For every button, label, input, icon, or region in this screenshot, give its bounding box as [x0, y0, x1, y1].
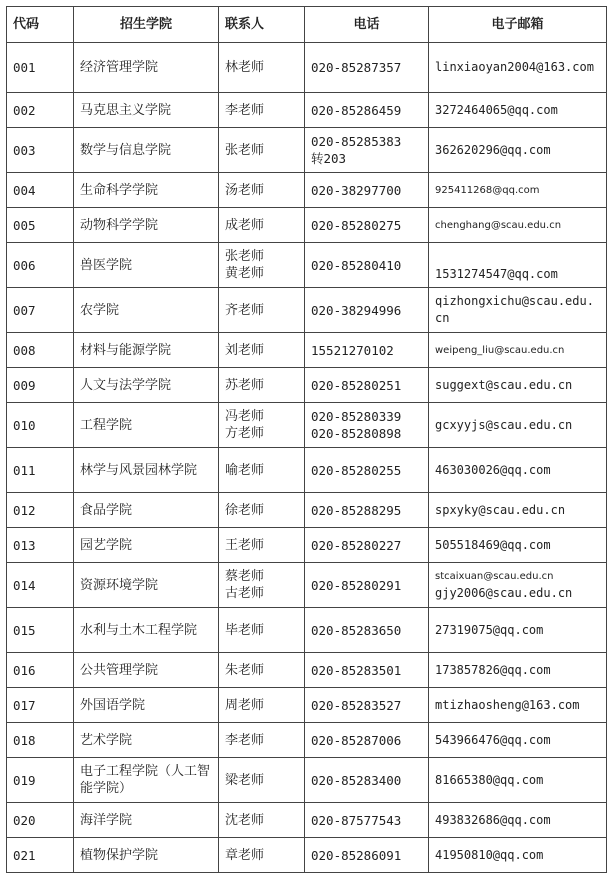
email-address: 1531274547@qq.com	[429, 243, 607, 288]
email-address: 925411268@qq.com	[429, 173, 607, 208]
college-code: 008	[7, 333, 74, 368]
phone-line: 020-85288295	[311, 502, 402, 518]
email-address: 493832686@qq.com	[429, 803, 607, 838]
table-row	[7, 838, 607, 873]
college-name: 经济管理学院	[74, 43, 219, 93]
phone-line: 020-85280898	[311, 426, 402, 441]
phone-number	[305, 653, 429, 688]
email-address: 41950810@qq.com	[429, 838, 607, 873]
phone-line: 020-85286091	[311, 847, 402, 863]
college-code: 019	[7, 758, 74, 803]
table-row	[7, 243, 607, 288]
contact-name: 朱老师	[225, 662, 265, 678]
table-row	[7, 803, 607, 838]
phone-line: 020-85280275	[311, 217, 402, 233]
college-code: 004	[7, 173, 74, 208]
college-name: 人文与法学学院	[74, 368, 219, 403]
college-name: 艺术学院	[74, 723, 219, 758]
college-code: 016	[7, 653, 74, 688]
college-name: 公共管理学院	[74, 653, 219, 688]
contact-person	[219, 368, 305, 403]
phone-number	[305, 688, 429, 723]
contact-person	[219, 608, 305, 653]
email-line: gjy2006@scau.edu.cn	[435, 586, 573, 600]
college-name: 马克思主义学院	[74, 93, 219, 128]
email-line: stcaixuan@scau.edu.cn	[435, 571, 554, 582]
phone-line: 020-85283501	[311, 662, 402, 678]
contact-name: 徐老师	[225, 502, 265, 518]
table-row	[7, 368, 607, 403]
email-address: 505518469@qq.com	[429, 528, 607, 563]
table-row	[7, 448, 607, 493]
phone-number	[305, 368, 429, 403]
header-contact: 联系人	[219, 7, 305, 43]
college-code: 009	[7, 368, 74, 403]
phone-line: 020-85280227	[311, 537, 402, 553]
phone-number	[305, 173, 429, 208]
college-name: 农学院	[74, 288, 219, 333]
table-row	[7, 493, 607, 528]
contact-person	[219, 803, 305, 838]
table-row	[7, 528, 607, 563]
college-code: 011	[7, 448, 74, 493]
contact-person	[219, 528, 305, 563]
contact-name: 李老师	[225, 732, 265, 748]
email-address: 27319075@qq.com	[429, 608, 607, 653]
phone-number	[305, 448, 429, 493]
table-row	[7, 608, 607, 653]
contact-name: 喻老师	[225, 462, 265, 478]
phone-number	[305, 803, 429, 838]
phone-number	[305, 528, 429, 563]
phone-line: 15521270102	[311, 342, 394, 358]
college-code: 007	[7, 288, 74, 333]
college-code: 020	[7, 803, 74, 838]
contact-name: 汤老师	[225, 182, 265, 198]
contact-person	[219, 448, 305, 493]
phone-number	[305, 493, 429, 528]
table-row	[7, 173, 607, 208]
college-name: 林学与风景园林学院	[74, 448, 219, 493]
table-row	[7, 563, 607, 608]
college-code: 014	[7, 563, 74, 608]
phone-line: 转203	[311, 151, 347, 166]
college-name: 动物科学学院	[74, 208, 219, 243]
email-address: 81665380@qq.com	[429, 758, 607, 803]
contact-person	[219, 43, 305, 93]
contact-name: 李老师	[225, 102, 265, 118]
email-address: 543966476@qq.com	[429, 723, 607, 758]
contact-person	[219, 333, 305, 368]
contact-name: 王老师	[225, 537, 265, 553]
phone-line: 020-87577543	[311, 812, 402, 828]
phone-number	[305, 608, 429, 653]
contact-name: 林老师	[225, 60, 265, 75]
header-row	[7, 7, 607, 43]
college-code: 021	[7, 838, 74, 873]
contact-name: 黄老师	[225, 266, 265, 281]
college-code: 003	[7, 128, 74, 173]
table-row	[7, 688, 607, 723]
email-address: qizhongxichu@scau.edu.cn	[429, 288, 607, 333]
email-address: 463030026@qq.com	[429, 448, 607, 493]
phone-number	[305, 403, 429, 448]
contact-table	[6, 6, 607, 873]
phone-number	[305, 208, 429, 243]
phone-number	[305, 838, 429, 873]
college-code: 012	[7, 493, 74, 528]
contact-person	[219, 723, 305, 758]
phone-line: 020-85283650	[311, 622, 402, 638]
college-name: 电子工程学院（人工智能学院）	[74, 758, 219, 803]
contact-person	[219, 208, 305, 243]
phone-number	[305, 128, 429, 173]
table-row	[7, 403, 607, 448]
college-name: 资源环境学院	[74, 563, 219, 608]
phone-number	[305, 563, 429, 608]
contact-name: 刘老师	[225, 342, 265, 358]
college-name: 兽医学院	[74, 243, 219, 288]
table-row	[7, 93, 607, 128]
college-code: 018	[7, 723, 74, 758]
phone-number	[305, 723, 429, 758]
header-college: 招生学院	[74, 7, 219, 43]
contact-name: 苏老师	[225, 377, 265, 393]
email-address: linxiaoyan2004@163.com	[429, 43, 607, 93]
phone-line: 020-85287357	[311, 60, 402, 75]
phone-number	[305, 243, 429, 288]
contact-person	[219, 563, 305, 608]
college-name: 水利与土木工程学院	[74, 608, 219, 653]
college-name: 园艺学院	[74, 528, 219, 563]
college-code: 001	[7, 43, 74, 93]
phone-line: 020-85285383	[311, 134, 402, 149]
college-name: 材料与能源学院	[74, 333, 219, 368]
contact-name: 冯老师	[225, 409, 265, 424]
table-row	[7, 333, 607, 368]
email-address: spxyky@scau.edu.cn	[429, 493, 607, 528]
contact-name: 张老师	[225, 142, 265, 158]
contact-person	[219, 128, 305, 173]
email-address: mtizhaosheng@163.com	[429, 688, 607, 723]
contact-person	[219, 653, 305, 688]
phone-line: 020-85287006	[311, 732, 402, 748]
college-name: 外国语学院	[74, 688, 219, 723]
email-address: weipeng_liu@scau.edu.cn	[429, 333, 607, 368]
email-address: 362620296@qq.com	[429, 128, 607, 173]
college-code: 013	[7, 528, 74, 563]
contact-name: 齐老师	[225, 302, 265, 318]
phone-line: 020-85280251	[311, 377, 402, 393]
contact-person	[219, 93, 305, 128]
contact-person	[219, 688, 305, 723]
contact-person	[219, 403, 305, 448]
phone-number	[305, 43, 429, 93]
contact-name: 毕老师	[225, 622, 265, 638]
phone-line: 020-85286459	[311, 102, 402, 118]
college-name: 植物保护学院	[74, 838, 219, 873]
contact-name: 古老师	[225, 586, 265, 601]
contact-name: 周老师	[225, 697, 265, 713]
email-address: suggext@scau.edu.cn	[429, 368, 607, 403]
table-row	[7, 288, 607, 333]
header-code: 代码	[7, 7, 74, 43]
college-code: 002	[7, 93, 74, 128]
contact-person	[219, 838, 305, 873]
college-code: 006	[7, 243, 74, 288]
contact-name: 张老师	[225, 249, 265, 264]
phone-line: 020-38297700	[311, 182, 402, 198]
contact-name: 章老师	[225, 847, 265, 863]
email-address: gcxyyjs@scau.edu.cn	[429, 403, 607, 448]
phone-line: 020-38294996	[311, 302, 402, 318]
contact-name: 梁老师	[225, 772, 265, 788]
table-row	[7, 758, 607, 803]
contact-person	[219, 173, 305, 208]
contact-person	[219, 243, 305, 288]
college-code: 017	[7, 688, 74, 723]
header-phone: 电话	[305, 7, 429, 43]
email-address	[429, 563, 607, 608]
contact-name: 蔡老师	[225, 569, 265, 584]
phone-number	[305, 333, 429, 368]
contact-name: 方老师	[225, 426, 265, 441]
contact-person	[219, 758, 305, 803]
contact-name: 成老师	[225, 217, 265, 233]
college-code: 015	[7, 608, 74, 653]
college-name: 海洋学院	[74, 803, 219, 838]
phone-line: 020-85283527	[311, 697, 402, 713]
contact-person	[219, 288, 305, 333]
phone-number	[305, 93, 429, 128]
college-name: 生命科学学院	[74, 173, 219, 208]
email-address: 3272464065@qq.com	[429, 93, 607, 128]
table-row	[7, 653, 607, 688]
table-row	[7, 43, 607, 93]
phone-line: 020-85280410	[311, 257, 402, 273]
college-code: 010	[7, 403, 74, 448]
phone-line: 020-85280255	[311, 462, 402, 478]
phone-number	[305, 288, 429, 333]
college-name: 工程学院	[74, 403, 219, 448]
table-row	[7, 128, 607, 173]
email-address: 173857826@qq.com	[429, 653, 607, 688]
phone-number	[305, 758, 429, 803]
college-code: 005	[7, 208, 74, 243]
contact-person	[219, 493, 305, 528]
phone-line: 020-85280291	[311, 577, 402, 593]
table-row	[7, 723, 607, 758]
header-email: 电子邮箱	[429, 7, 607, 43]
email-address: chenghang@scau.edu.cn	[429, 208, 607, 243]
table-row	[7, 208, 607, 243]
contact-name: 沈老师	[225, 812, 265, 828]
college-name: 食品学院	[74, 493, 219, 528]
phone-line: 020-85280339	[311, 409, 402, 424]
college-name: 数学与信息学院	[74, 128, 219, 173]
phone-line: 020-85283400	[311, 772, 402, 788]
